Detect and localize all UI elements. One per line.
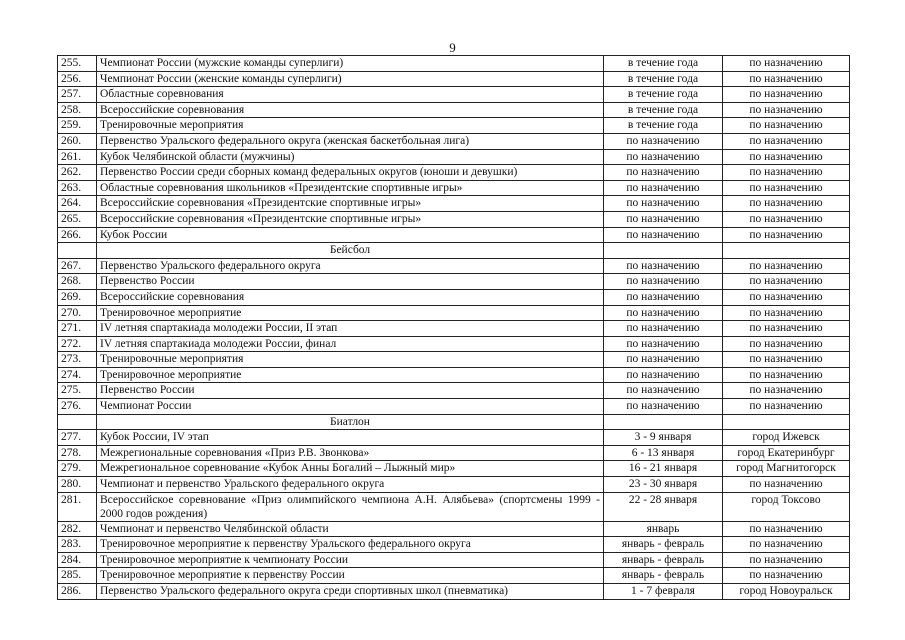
section-title: Биатлон bbox=[97, 414, 604, 430]
table-row bbox=[58, 367, 850, 383]
event-location: по назначению bbox=[723, 383, 850, 399]
event-name: Первенство Уральского федерального округа среди спортивных школ (пневматика) bbox=[97, 584, 604, 600]
event-name: Первенство Уральского федерального округа bbox=[97, 258, 604, 274]
event-location: по назначению bbox=[723, 305, 850, 321]
event-date: 23 - 30 января bbox=[604, 477, 723, 493]
event-date: январь - февраль bbox=[604, 552, 723, 568]
event-location: по назначению bbox=[723, 133, 850, 149]
event-date: по назначению bbox=[604, 305, 723, 321]
event-date: 16 - 21 января bbox=[604, 461, 723, 477]
event-date: по назначению bbox=[604, 149, 723, 165]
event-date: по назначению bbox=[604, 399, 723, 415]
event-location: город Токсово bbox=[723, 492, 850, 521]
row-number: 285. bbox=[58, 568, 97, 584]
row-number: 275. bbox=[58, 383, 97, 399]
table-row bbox=[58, 87, 850, 103]
event-name: Областные соревнования bbox=[97, 87, 604, 103]
event-name: Чемпионат России (мужские команды суперлиги) bbox=[97, 56, 604, 72]
event-location: по назначению bbox=[723, 321, 850, 337]
event-name: Первенство России bbox=[97, 383, 604, 399]
section-row bbox=[58, 243, 850, 259]
event-date: по назначению bbox=[604, 274, 723, 290]
table-row bbox=[58, 537, 850, 553]
row-number: 276. bbox=[58, 399, 97, 415]
section-where-cell bbox=[723, 414, 850, 430]
event-location: по назначению bbox=[723, 258, 850, 274]
table-row bbox=[58, 492, 850, 521]
event-date: январь - февраль bbox=[604, 568, 723, 584]
event-date: по назначению bbox=[604, 258, 723, 274]
table-row bbox=[58, 258, 850, 274]
table-row bbox=[58, 399, 850, 415]
row-number: 259. bbox=[58, 118, 97, 134]
row-number: 265. bbox=[58, 211, 97, 227]
event-location: по назначению bbox=[723, 552, 850, 568]
event-location: по назначению bbox=[723, 149, 850, 165]
event-name: IV летняя спартакиада молодежи России, финал bbox=[97, 336, 604, 352]
event-location: по назначению bbox=[723, 477, 850, 493]
event-location: по назначению bbox=[723, 71, 850, 87]
event-date: по назначению bbox=[604, 196, 723, 212]
section-num-cell bbox=[58, 243, 97, 259]
row-number: 279. bbox=[58, 461, 97, 477]
event-name: Кубок Челябинской области (мужчины) bbox=[97, 149, 604, 165]
row-number: 280. bbox=[58, 477, 97, 493]
event-location: по назначению bbox=[723, 211, 850, 227]
event-date: в течение года bbox=[604, 102, 723, 118]
row-number: 284. bbox=[58, 552, 97, 568]
event-location: по назначению bbox=[723, 56, 850, 72]
table-row bbox=[58, 211, 850, 227]
row-number: 268. bbox=[58, 274, 97, 290]
event-name: Межрегиональное соревнование «Кубок Анны Богалий – Лыжный мир» bbox=[97, 461, 604, 477]
event-name: Тренировочное мероприятие bbox=[97, 305, 604, 321]
event-name: Чемпионат и первенство Уральского федерального округа bbox=[97, 477, 604, 493]
row-number: 281. bbox=[58, 492, 97, 521]
event-name: Всероссийские соревнования bbox=[97, 102, 604, 118]
event-location: город Магнитогорск bbox=[723, 461, 850, 477]
event-location: по назначению bbox=[723, 367, 850, 383]
row-number: 267. bbox=[58, 258, 97, 274]
row-number: 277. bbox=[58, 430, 97, 446]
schedule-table bbox=[57, 55, 850, 600]
event-date: по назначению bbox=[604, 321, 723, 337]
event-name: Кубок России, IV этап bbox=[97, 430, 604, 446]
event-location: город Новоуральск bbox=[723, 584, 850, 600]
row-number: 261. bbox=[58, 149, 97, 165]
event-name: IV летняя спартакиада молодежи России, II этап bbox=[97, 321, 604, 337]
event-location: по назначению bbox=[723, 118, 850, 134]
section-when-cell bbox=[604, 414, 723, 430]
event-date: в течение года bbox=[604, 56, 723, 72]
event-location: город Ижевск bbox=[723, 430, 850, 446]
row-number: 255. bbox=[58, 56, 97, 72]
table-row bbox=[58, 133, 850, 149]
page-number: 9 bbox=[449, 40, 456, 55]
row-number: 269. bbox=[58, 289, 97, 305]
section-where-cell bbox=[723, 243, 850, 259]
event-location: по назначению bbox=[723, 196, 850, 212]
row-number: 256. bbox=[58, 71, 97, 87]
table-row bbox=[58, 149, 850, 165]
table-row bbox=[58, 321, 850, 337]
row-number: 272. bbox=[58, 336, 97, 352]
event-location: по назначению bbox=[723, 352, 850, 368]
row-number: 271. bbox=[58, 321, 97, 337]
event-name: Всероссийские соревнования «Президентские спортивные игры» bbox=[97, 196, 604, 212]
event-date: 6 - 13 января bbox=[604, 445, 723, 461]
table-row bbox=[58, 56, 850, 72]
table-row bbox=[58, 196, 850, 212]
table-row bbox=[58, 305, 850, 321]
event-date: в течение года bbox=[604, 118, 723, 134]
table-row bbox=[58, 352, 850, 368]
event-name: Первенство Уральского федерального округа (женская баскетбольная лига) bbox=[97, 133, 604, 149]
event-date: январь - февраль bbox=[604, 537, 723, 553]
section-title: Бейсбол bbox=[97, 243, 604, 259]
event-name: Областные соревнования школьников «Президентские спортивные игры» bbox=[97, 180, 604, 196]
event-location: по назначению bbox=[723, 537, 850, 553]
event-location: по назначению bbox=[723, 568, 850, 584]
event-date: по назначению bbox=[604, 133, 723, 149]
event-date: 1 - 7 февраля bbox=[604, 584, 723, 600]
event-date: 3 - 9 января bbox=[604, 430, 723, 446]
row-number: 283. bbox=[58, 537, 97, 553]
table-row bbox=[58, 552, 850, 568]
section-num-cell bbox=[58, 414, 97, 430]
table-row bbox=[58, 336, 850, 352]
row-number: 257. bbox=[58, 87, 97, 103]
event-name: Чемпионат России bbox=[97, 399, 604, 415]
table-row bbox=[58, 118, 850, 134]
table-row bbox=[58, 521, 850, 537]
event-name: Всероссийское соревнование «Приз олимпийского чемпиона А.Н. Алябьева» (спортсмены 1999 - 2000 годов рождения) bbox=[97, 492, 604, 521]
event-date: по назначению bbox=[604, 165, 723, 181]
row-number: 264. bbox=[58, 196, 97, 212]
event-location: по назначению bbox=[723, 289, 850, 305]
event-name: Всероссийские соревнования bbox=[97, 289, 604, 305]
row-number: 266. bbox=[58, 227, 97, 243]
row-number: 262. bbox=[58, 165, 97, 181]
event-location: город Екатеринбург bbox=[723, 445, 850, 461]
table-row bbox=[58, 461, 850, 477]
table-row bbox=[58, 584, 850, 600]
event-date: 22 - 28 января bbox=[604, 492, 723, 521]
event-name: Чемпионат России (женские команды суперлиги) bbox=[97, 71, 604, 87]
event-location: по назначению bbox=[723, 87, 850, 103]
event-date: по назначению bbox=[604, 180, 723, 196]
event-date: январь bbox=[604, 521, 723, 537]
row-number: 260. bbox=[58, 133, 97, 149]
section-row bbox=[58, 414, 850, 430]
table-row bbox=[58, 180, 850, 196]
event-location: по назначению bbox=[723, 274, 850, 290]
row-number: 258. bbox=[58, 102, 97, 118]
event-location: по назначению bbox=[723, 399, 850, 415]
row-number: 274. bbox=[58, 367, 97, 383]
table-row bbox=[58, 227, 850, 243]
event-name: Первенство России среди сборных команд федеральных округов (юноши и девушки) bbox=[97, 165, 604, 181]
event-location: по назначению bbox=[723, 227, 850, 243]
event-name: Тренировочное мероприятие к чемпионату России bbox=[97, 552, 604, 568]
event-location: по назначению bbox=[723, 165, 850, 181]
row-number: 282. bbox=[58, 521, 97, 537]
row-number: 270. bbox=[58, 305, 97, 321]
row-number: 286. bbox=[58, 584, 97, 600]
row-number: 263. bbox=[58, 180, 97, 196]
event-name: Чемпионат и первенство Челябинской области bbox=[97, 521, 604, 537]
event-date: по назначению bbox=[604, 211, 723, 227]
event-name: Тренировочные мероприятия bbox=[97, 118, 604, 134]
table-row bbox=[58, 477, 850, 493]
event-name: Межрегиональные соревнования «Приз Р.В. Звонкова» bbox=[97, 445, 604, 461]
event-name: Тренировочное мероприятие к первенству России bbox=[97, 568, 604, 584]
table-row bbox=[58, 165, 850, 181]
event-name: Тренировочные мероприятия bbox=[97, 352, 604, 368]
event-date: по назначению bbox=[604, 289, 723, 305]
event-date: по назначению bbox=[604, 336, 723, 352]
table-row bbox=[58, 568, 850, 584]
event-date: по назначению bbox=[604, 367, 723, 383]
event-date: по назначению bbox=[604, 227, 723, 243]
table-row bbox=[58, 383, 850, 399]
row-number: 273. bbox=[58, 352, 97, 368]
row-number: 278. bbox=[58, 445, 97, 461]
table-row bbox=[58, 430, 850, 446]
event-name: Тренировочное мероприятие к первенству Уральского федерального округа bbox=[97, 537, 604, 553]
table-row bbox=[58, 274, 850, 290]
table-row bbox=[58, 445, 850, 461]
event-location: по назначению bbox=[723, 180, 850, 196]
event-name: Первенство России bbox=[97, 274, 604, 290]
event-date: по назначению bbox=[604, 383, 723, 399]
event-date: в течение года bbox=[604, 87, 723, 103]
section-when-cell bbox=[604, 243, 723, 259]
event-location: по назначению bbox=[723, 102, 850, 118]
event-location: по назначению bbox=[723, 521, 850, 537]
event-date: по назначению bbox=[604, 352, 723, 368]
table-row bbox=[58, 289, 850, 305]
event-name: Всероссийские соревнования «Президентские спортивные игры» bbox=[97, 211, 604, 227]
table-row bbox=[58, 102, 850, 118]
table-row bbox=[58, 71, 850, 87]
event-name: Тренировочное мероприятие bbox=[97, 367, 604, 383]
schedule-table-body bbox=[58, 56, 850, 600]
event-date: в течение года bbox=[604, 71, 723, 87]
event-location: по назначению bbox=[723, 336, 850, 352]
event-name: Кубок России bbox=[97, 227, 604, 243]
